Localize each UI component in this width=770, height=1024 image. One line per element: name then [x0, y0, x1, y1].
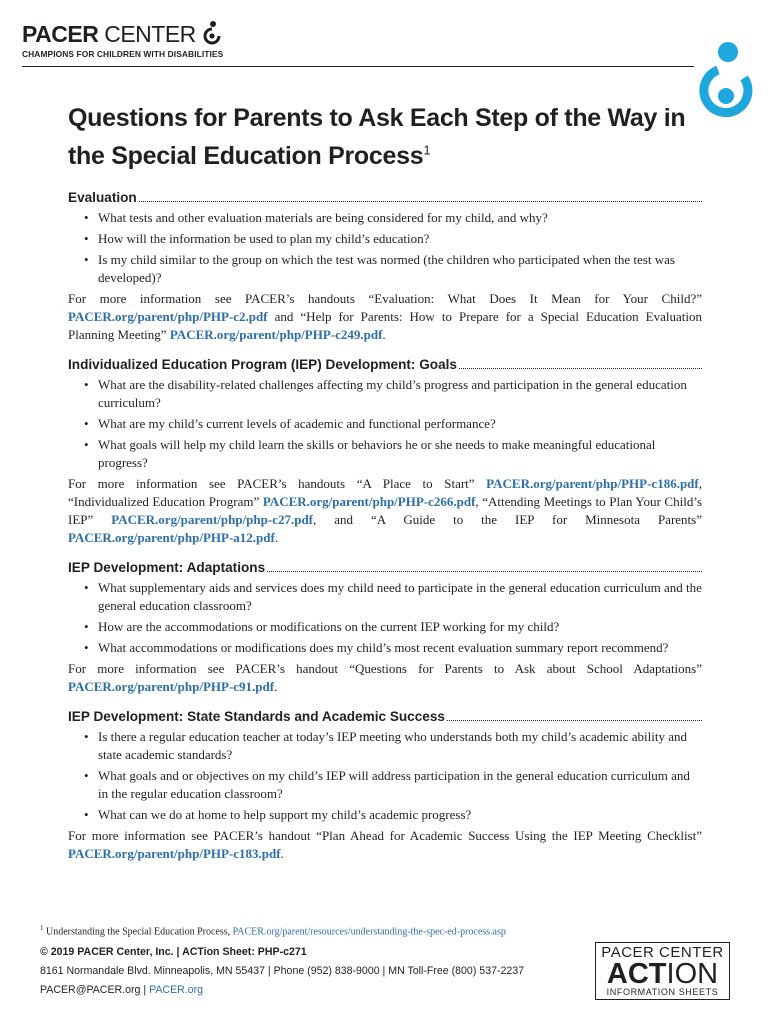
bullet-list	[68, 376, 702, 472]
footer-address: 8161 Normandale Blvd. Minneapolis, MN 55437 | Phone (952) 838-9000 | MN Toll-Free (800) 537-2237	[40, 965, 525, 977]
handout-link[interactable]: PACER.org/parent/php/PHP-c2.pdf	[68, 309, 268, 324]
section-iep-standards	[68, 705, 702, 863]
more-info-paragraph: For more information see PACER’s handout “Questions for Parents to Ask about School Adaptations” PACER.org/parent/php/PHP-c91.pdf.	[68, 661, 702, 694]
handout-link[interactable]: PACER.org/parent/php/PHP-c91.pdf	[68, 679, 275, 694]
handout-link[interactable]: PACER.org/parent/php/php-c27.pdf	[111, 512, 314, 527]
footnote-link[interactable]: PACER.org/parent/resources/understanding-the-spec-ed-process.asp	[232, 926, 506, 938]
list-item: • What can we do at home to help support my child’s academic progress?	[84, 806, 702, 824]
main-content	[68, 186, 702, 863]
handout-link[interactable]: PACER.org/parent/php/PHP-c183.pdf	[68, 846, 281, 861]
more-info-paragraph: For more information see PACER’s handout “Plan Ahead for Academic Success Using the IEP Meeting Checklist” PACER.org/parent/php/PHP-c183.pdf.	[68, 828, 702, 861]
list-item: • What goals will help my child learn the skills or behaviors he or she needs to make meaningful educational progress?	[84, 436, 702, 472]
pacer-logo	[22, 22, 232, 66]
footer-copyright: © 2019 PACER Center, Inc. | ACTion Sheet: PHP-c271	[40, 946, 307, 958]
list-item: • What tests and other evaluation materials are being considered for my child, and why?	[84, 209, 702, 227]
handout-link[interactable]: PACER.org/parent/php/PHP-c266.pdf	[262, 494, 476, 509]
site-link[interactable]: PACER.org	[149, 984, 204, 996]
list-item: • How are the accommodations or modifications on the current IEP working for my child?	[84, 618, 702, 636]
section-iep-goals	[68, 353, 702, 547]
list-item: • How will the information be used to plan my child’s education?	[84, 230, 702, 248]
bullet-list	[68, 728, 702, 824]
section-iep-adaptations	[68, 556, 702, 696]
action-sheet-badge	[595, 942, 730, 1000]
footnote: $^1$ Understanding the Special Education Process, PACER.org/parent/resources/understanding-the-spec-ed-process.asp	[40, 924, 506, 938]
email-link[interactable]: PACER@PACER.org	[40, 984, 141, 996]
more-info-paragraph: For more information see PACER’s handouts “Evaluation: What Does It Mean for Your Child?” PACER.org/parent/php/PHP-c2.pdf and “Help for Parents: How to Prepare for a Special Education Evaluation Planning Meeting” PACER.org/parent/php/PHP-c249.pdf.	[68, 291, 702, 342]
section-heading: IEP Development: Adaptations	[68, 556, 702, 575]
handout-link[interactable]: PACER.org/parent/php/PHP-c186.pdf	[486, 476, 699, 491]
logo-tagline: CHAMPIONS FOR CHILDREN WITH DISABILITIES	[22, 49, 224, 59]
section-heading: IEP Development: State Standards and Academic Success	[68, 705, 702, 724]
pacer-corner-icon	[696, 40, 754, 126]
section-evaluation	[68, 186, 702, 344]
section-heading: Individualized Education Program (IEP) Development: Goals	[68, 353, 702, 372]
page-title: Questions for Parents to Ask Each Step of the Way in the Special Education Process$^1$	[68, 104, 686, 170]
bullet-list	[68, 579, 702, 657]
footer-contact: PACER@PACER.org | PACER.org	[40, 984, 204, 996]
list-item: • What goals and or objectives on my child’s IEP will address participation in the general education curriculum and in the regular education classroom?	[84, 767, 702, 803]
list-item: • Is my child similar to the group on which the test was normed (the children who participated when the test was developed)?	[84, 251, 702, 287]
handout-link[interactable]: PACER.org/parent/php/PHP-a12.pdf	[68, 530, 275, 545]
bullet-list	[68, 209, 702, 287]
logo-wordmark: PACER CENTER	[22, 21, 196, 47]
list-item: • What are the disability-related challenges affecting my child’s progress and participation in the general education curriculum?	[84, 376, 702, 412]
handout-link[interactable]: PACER.org/parent/php/PHP-c249.pdf	[169, 327, 383, 342]
header-rule	[22, 66, 694, 67]
list-item: • Is there a regular education teacher at today’s IEP meeting who understands both my child’s academic ability and state academic standards?	[84, 728, 702, 764]
list-item: • What are my child’s current levels of academic and functional performance?	[84, 415, 702, 433]
footer	[40, 943, 600, 1000]
badge-center-label: PACER CENTER	[601, 944, 724, 961]
badge-action-label: ACTION	[606, 958, 719, 990]
badge-info-label: INFORMATION SHEETS	[606, 987, 719, 997]
list-item: • What accommodations or modifications does my child’s most recent evaluation summary report recommend?	[84, 639, 702, 657]
list-item: • What supplementary aids and services does my child need to participate in the general education curriculum and the general education classroom?	[84, 579, 702, 615]
more-info-paragraph: For more information see PACER’s handouts “A Place to Start” PACER.org/parent/php/PHP-c186.pdf, “Individualized Education Program” PACER.org/parent/php/PHP-c266.pdf, “Attending Meetings to Plan Your Child’s IEP” PACER.org/parent/php/php-c27.pdf, and “A Guide to the IEP for Minnesota Parents” PACER.org/parent/php/PHP-a12.pdf.	[68, 476, 702, 545]
pacer-figure-icon	[202, 20, 222, 46]
section-heading: Evaluation	[68, 186, 702, 205]
